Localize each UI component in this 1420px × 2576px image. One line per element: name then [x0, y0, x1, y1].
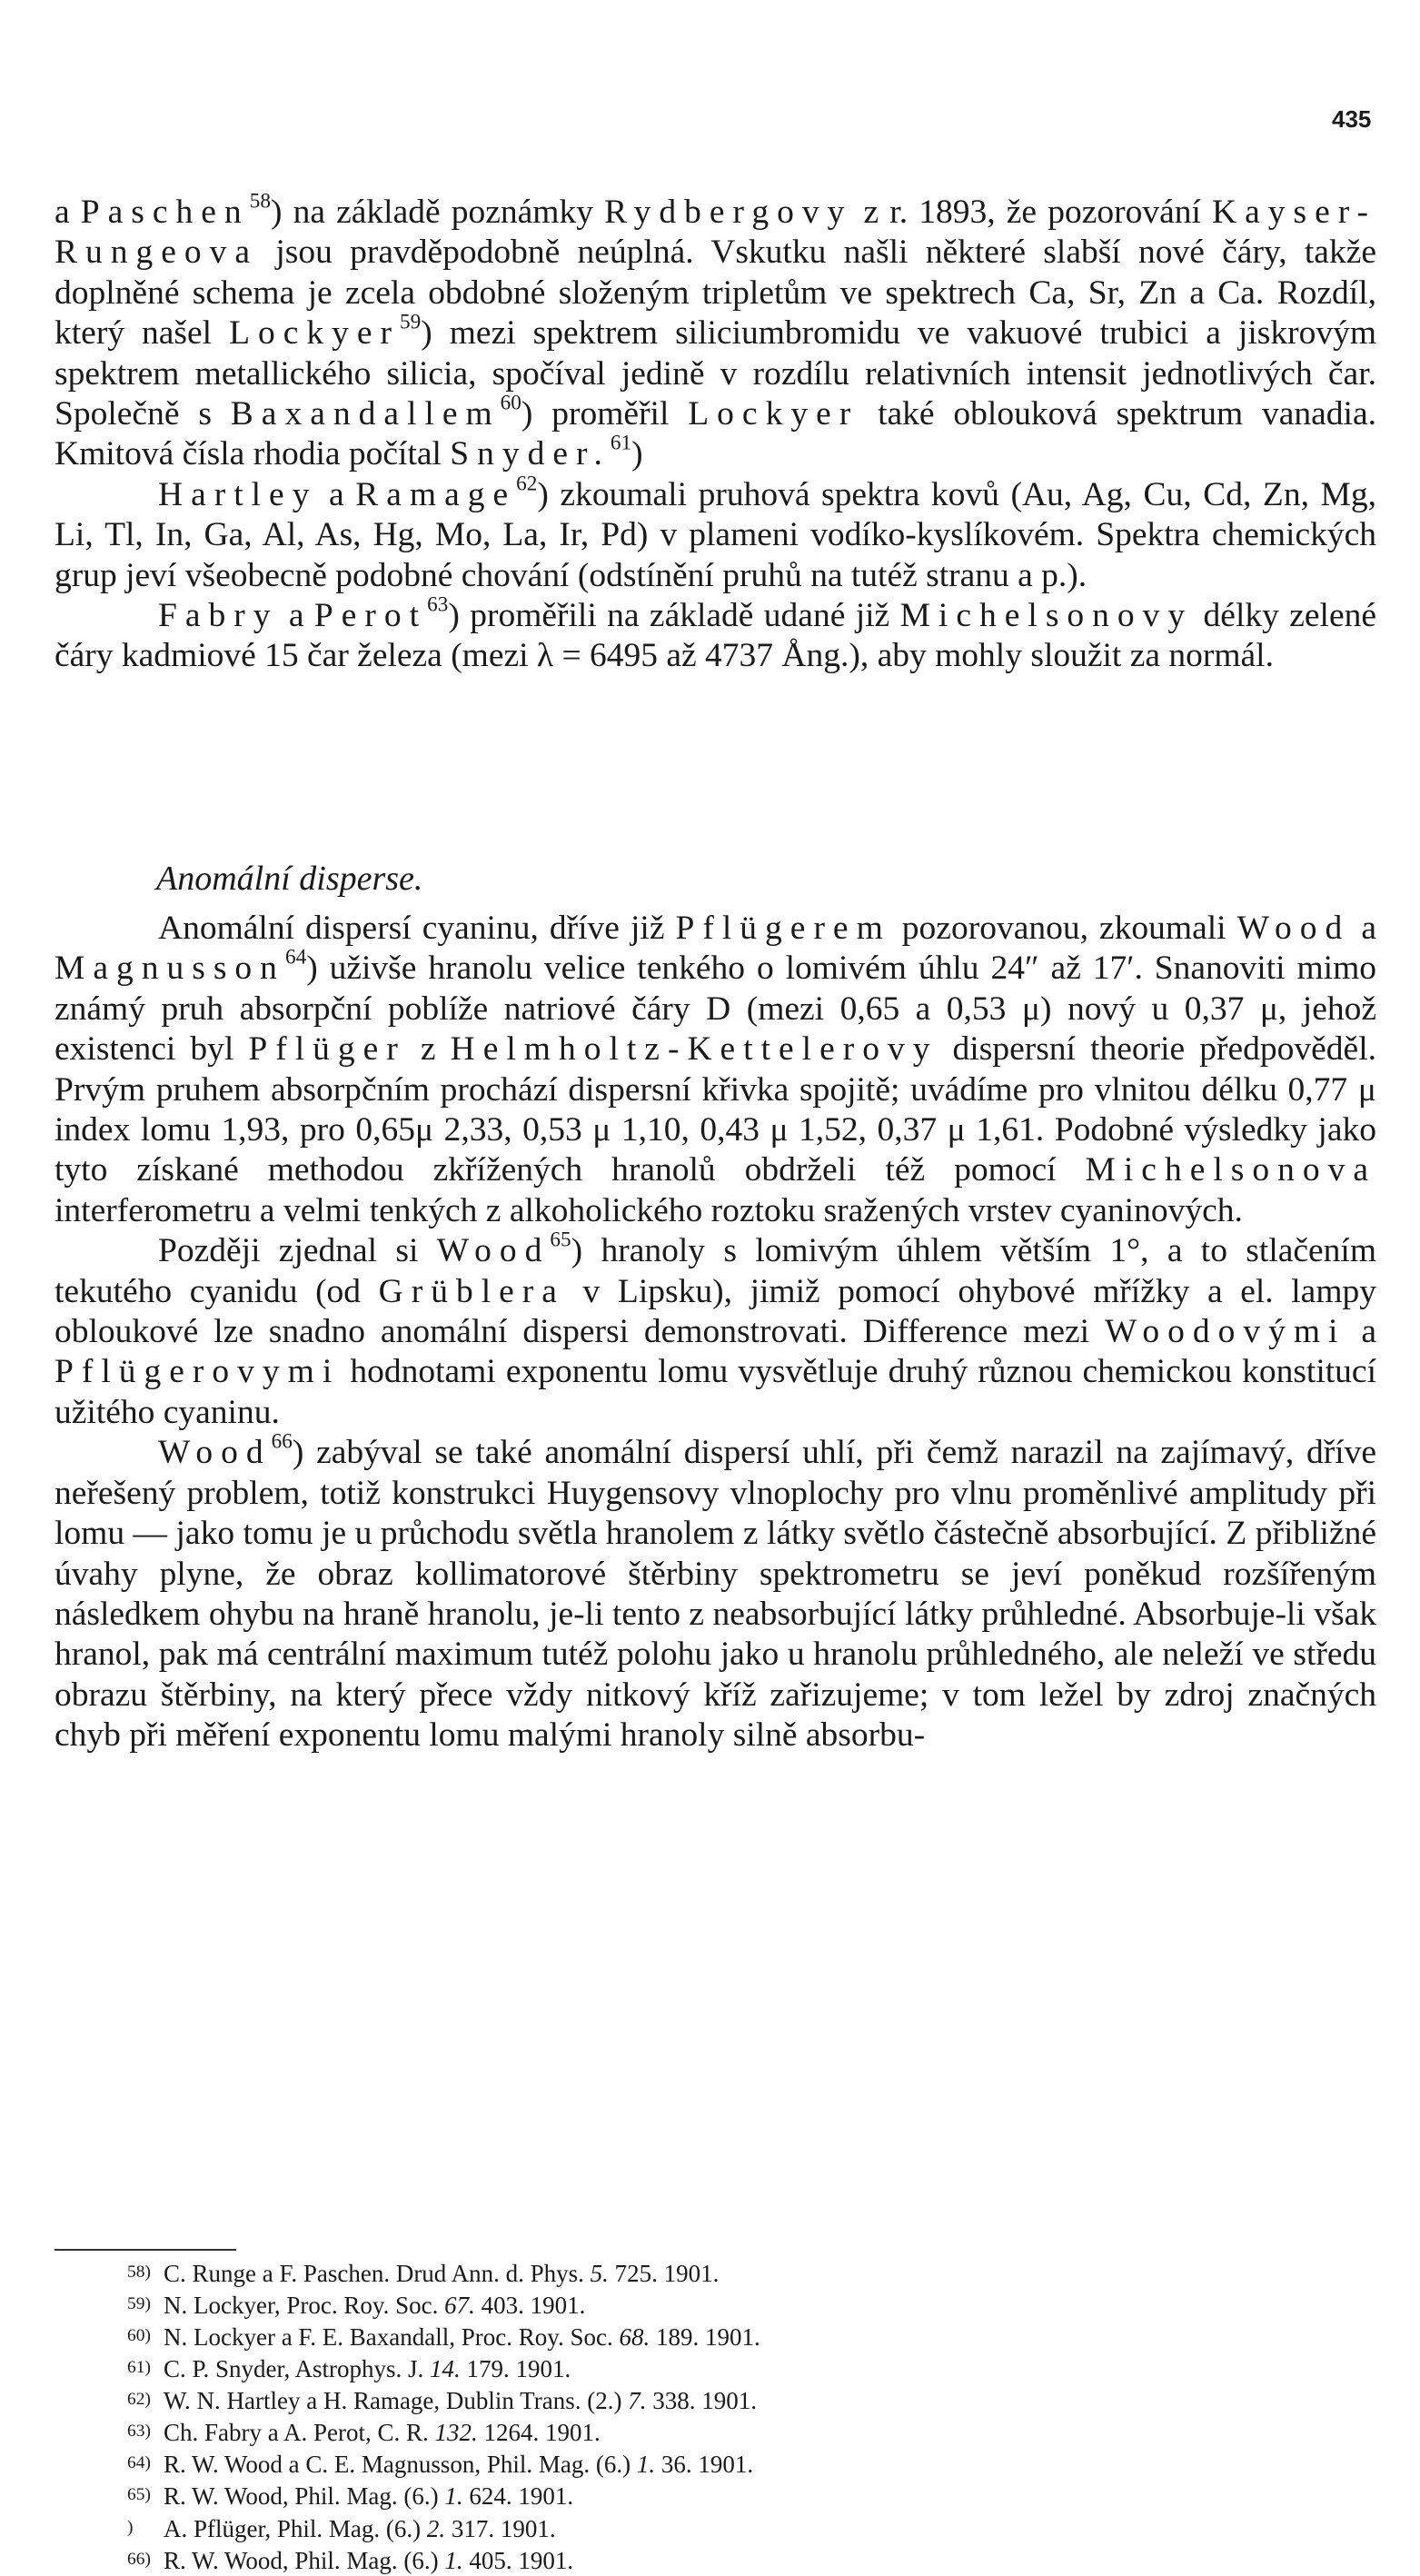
- footnote-ref: 59: [400, 310, 422, 334]
- text-run: z r. 1893, že pozorování: [852, 194, 1213, 231]
- footnote-text: R. W. Wood, Phil. Mag. (6.): [164, 2546, 445, 2574]
- footnote-pages-year: 189. 1901.: [650, 2322, 760, 2351]
- text-run: z: [405, 1030, 451, 1069]
- spaced-name: Fabry: [158, 597, 279, 635]
- text-run: ) na základě poznámky: [270, 194, 605, 231]
- text-run: ): [631, 435, 643, 473]
- footnote-mark: 60): [127, 2326, 151, 2346]
- spaced-name: Wood: [436, 1232, 551, 1270]
- footnotes: [127, 2257, 760, 2576]
- footnote: [127, 2512, 760, 2544]
- footnote-text: N. Lockyer a F. E. Baxandall, Proc. Roy. Soc.: [164, 2322, 620, 2351]
- text-run: interferometru a velmi tenkých z alkoholického roztoku sražených vrstev cyaninových.: [55, 1191, 1243, 1229]
- footnote-pages-year: 624. 1901.: [462, 2482, 574, 2511]
- footnote-text: Ch. Fabry a A. Perot, C. R.: [164, 2419, 435, 2447]
- spaced-name: Ramage: [355, 475, 517, 513]
- footnote: [127, 2416, 760, 2448]
- footnote-ref: 65: [550, 1228, 571, 1252]
- footnote-pages-year: 403. 1901.: [474, 2291, 586, 2319]
- spaced-name: Woodovými: [1104, 1313, 1346, 1351]
- footnote-pages-year: 179. 1901.: [460, 2355, 571, 2383]
- text-run: pozorovanou, zkoumali: [890, 910, 1237, 947]
- text-run: v Lipsku), jimiž pomocí ohybové mřížky a el. lampy obloukové lze snadno anomální dispersi demonstrovati. Difference mezi: [55, 1272, 1376, 1351]
- footnote-text: A. Pflüger, Phil. Mag. (6.): [164, 2514, 427, 2542]
- footnote-text: R. W. Wood a C. E. Magnusson, Phil. Mag. (6.): [164, 2451, 637, 2479]
- footnote-pages-year: 36. 1901.: [655, 2451, 754, 2479]
- spaced-name: Pflügerem: [675, 910, 891, 947]
- body-text-section-2: [55, 909, 1376, 1756]
- footnote: [127, 2384, 760, 2416]
- footnote-text: N. Lockyer, Proc. Roy. Soc.: [164, 2291, 445, 2319]
- spaced-name: Wood: [158, 1434, 272, 1472]
- text-run: ) zkoumali pruhová spektra kovů (Au, Ag, Cu, Cd, Zn, Mg, Li, Tl, In, Ga, Al, As, Hg, Mo, La, Ir, Pd) v plameni vodíko-kyslíkovém. Spektra chemických grup jeví všeobecně podobné chování (odstínění pruhů na tutéž stranu a p.).: [55, 475, 1376, 594]
- body-text-section-1: [55, 189, 1376, 677]
- footnote-mark: 65): [127, 2485, 151, 2505]
- footnote: [127, 2257, 760, 2289]
- spaced-name: Rydbergovy: [604, 194, 853, 231]
- footnote-ref: 66: [271, 1429, 293, 1454]
- footnote-ref: 64: [284, 945, 307, 970]
- paragraph: [55, 189, 1376, 475]
- spaced-name: Pflügerovymi: [55, 1353, 341, 1391]
- footnote: [127, 2480, 760, 2511]
- spaced-name: Grüblera: [378, 1272, 565, 1310]
- footnote-pages-year: 1264. 1901.: [477, 2419, 601, 2447]
- paragraph: [55, 592, 1376, 677]
- footnote-volume: 14.: [429, 2355, 461, 2383]
- text-run: a: [1346, 1313, 1376, 1351]
- footnote-pages-year: 317. 1901.: [445, 2514, 556, 2542]
- footnote-ref: 62: [516, 472, 538, 496]
- spaced-name: Michelsonova: [1085, 1151, 1376, 1189]
- footnote: [127, 2289, 760, 2321]
- text-run: jsou pravděpodobně neúplná. Vskutku našli některé slabší nové čáry, takže doplněné schema je zcela obdobné složeným tripletům ve spektrech Ca, Sr, Zn a Ca. Rozdíl, který našel: [55, 234, 1376, 353]
- footnote: [127, 2352, 760, 2384]
- footnote-pages-year: 725. 1901.: [608, 2259, 720, 2287]
- footnote-mark: 64): [127, 2453, 151, 2473]
- spaced-name: Magnusson: [55, 950, 285, 988]
- text-run: a: [317, 475, 356, 513]
- spaced-name: Perot: [313, 597, 428, 635]
- paragraph: [55, 472, 1376, 596]
- spaced-name: Pflüger: [248, 1030, 406, 1069]
- text-run: Později zjednal si: [158, 1232, 437, 1270]
- footnote-volume: 5.: [590, 2259, 609, 2287]
- spaced-name: Kayser-Rungeova: [55, 194, 1376, 272]
- footnote-text: C. P. Snyder, Astrophys. J.: [164, 2355, 430, 2383]
- footnote-volume: 1.: [444, 2482, 463, 2511]
- footnote-ref: 60: [500, 391, 521, 415]
- footnote-text: W. N. Hartley a H. Ramage, Dublin Trans. (2.): [164, 2387, 629, 2415]
- footnote-text: C. Runge a F. Paschen. Drud Ann. d. Phys.: [164, 2259, 591, 2287]
- spaced-name: Paschen: [80, 194, 250, 231]
- text-run: ) hranoly s lomivým úhlem větším 1°, a to stlačením tekutého cyanidu (od: [55, 1232, 1377, 1310]
- text-run: a: [1350, 910, 1376, 947]
- footnote-ref: 61: [610, 431, 632, 455]
- footnote-mark: ): [127, 2517, 134, 2537]
- footnote-mark: 59): [127, 2294, 151, 2314]
- spaced-name: Lockyer: [688, 395, 859, 433]
- footnote-rule: [55, 2249, 236, 2251]
- footnote-ref: 58: [249, 189, 271, 214]
- spaced-name: Hartley: [158, 475, 318, 513]
- footnote-volume: 68.: [619, 2322, 650, 2351]
- footnote-mark: 66): [127, 2549, 151, 2569]
- spaced-name: Lockyer: [229, 314, 401, 353]
- text-run: hodnotami exponentu lomu vysvětluje druhý různou chemickou konstitucí užitého cyaninu.: [55, 1353, 1376, 1431]
- footnote: [127, 2321, 760, 2352]
- text-run: dispersní theorie předpověděl. Prvým pruhem absorpčním prochází dispersní křivka spojitě; uvádíme pro vlnitou délku 0,77 μ index lomu 1,93, pro 0,65μ 2,33, 0,53 μ 1,10, 0,43 μ 1,52, 0,37 μ 1,61. Podobné výsledky jako tyto získané methodou zkřížených hranolů obdrželi též pomocí: [55, 1030, 1376, 1189]
- footnote-ref: 63: [427, 592, 449, 617]
- footnote-mark: 61): [127, 2358, 151, 2378]
- footnote-text: R. W. Wood, Phil. Mag. (6.): [164, 2482, 445, 2511]
- footnote-pages-year: 338. 1901.: [646, 2387, 757, 2415]
- text-run: ) mezi spektrem siliciumbromidu ve vakuové trubici a jiskrovým spektrem metallického silicia, spočíval jedině v rozdílu relativních intensit jednotlivých čar. Společně s: [55, 314, 1376, 433]
- footnote: [127, 2544, 760, 2576]
- text-run: a: [55, 194, 81, 231]
- footnote-volume: 7.: [628, 2387, 647, 2415]
- text-run: délky zelené čáry kadmiové 15 čar železa (mezi λ = 6495 až 4737 Ång.), aby mohly sloužit za normál.: [55, 597, 1376, 675]
- footnote-volume: 1.: [444, 2546, 463, 2574]
- footnote-volume: 132.: [434, 2419, 478, 2447]
- text-run: ) uživše hranolu velice tenkého o lomivém úhlu 24″ až 17′. Snanoviti mimo známý pruh absorpční poblíže natriové čáry D (mezi 0,65 a 0,53 μ) nový u 0,37 μ, jehož existenci byl: [55, 950, 1376, 1069]
- spaced-name: Baxandallem: [230, 395, 501, 433]
- footnote: [127, 2448, 760, 2480]
- footnote-volume: 67.: [444, 2291, 475, 2319]
- text-run: a: [278, 597, 314, 635]
- text-run: ) proměřili na základě udané již: [448, 597, 900, 635]
- paragraph: [55, 1228, 1377, 1433]
- footnote-volume: 2.: [426, 2514, 446, 2542]
- footnote-mark: 58): [127, 2263, 151, 2282]
- page-number: 435: [1332, 105, 1372, 133]
- footnote-mark: 63): [127, 2422, 151, 2442]
- footnote-volume: 1.: [636, 2451, 656, 2479]
- spaced-name: Snyder.: [450, 435, 611, 473]
- spaced-name: Helmholtz-Kettelerovy: [450, 1030, 938, 1069]
- paragraph: [55, 909, 1376, 1231]
- footnote-pages-year: 405. 1901.: [462, 2546, 574, 2574]
- text-run: také oblouková spektrum vanadia. Kmitová čísla rhodia počítal: [55, 395, 1376, 473]
- section-heading: Anomální disperse.: [156, 860, 423, 898]
- paragraph: [55, 1429, 1376, 1755]
- spaced-name: Michelsonovy: [899, 597, 1194, 635]
- footnote-mark: 62): [127, 2390, 151, 2410]
- spaced-name: Wood: [1236, 910, 1351, 947]
- text-run: ) proměřil: [521, 395, 689, 433]
- text-run: Anomální dispersí cyaninu, dříve již: [158, 910, 676, 947]
- text-run: ) zabýval se také anomální dispersí uhlí, při čemž narazil na zajímavý, dříve neřešený problem, totiž konstrukci Huygensovy vlnoplochy pro vlnu proměnlivé amplitudy při lomu — jako tomu je u průchodu světla hranolem z látky světlo částečně absorbující. Z přibližné úvahy plyne, že obraz kollimatorové štěrbiny spektrometru se jeví poněkud rozšířeným následkem ohybu na hraně hranolu, je-li tento z neabsorbující látky průhledné. Absorbuje-li však hranol, pak má centrální maximum tutéž polohu jako u hranolu průhledného, ale neleží ve středu obrazu štěrbiny, na který přece vždy nitkový kříž zařizujeme; v tom ležel by zdroj značných chyb při měření exponentu lomu malými hranoly silně absorbu-: [55, 1434, 1376, 1755]
